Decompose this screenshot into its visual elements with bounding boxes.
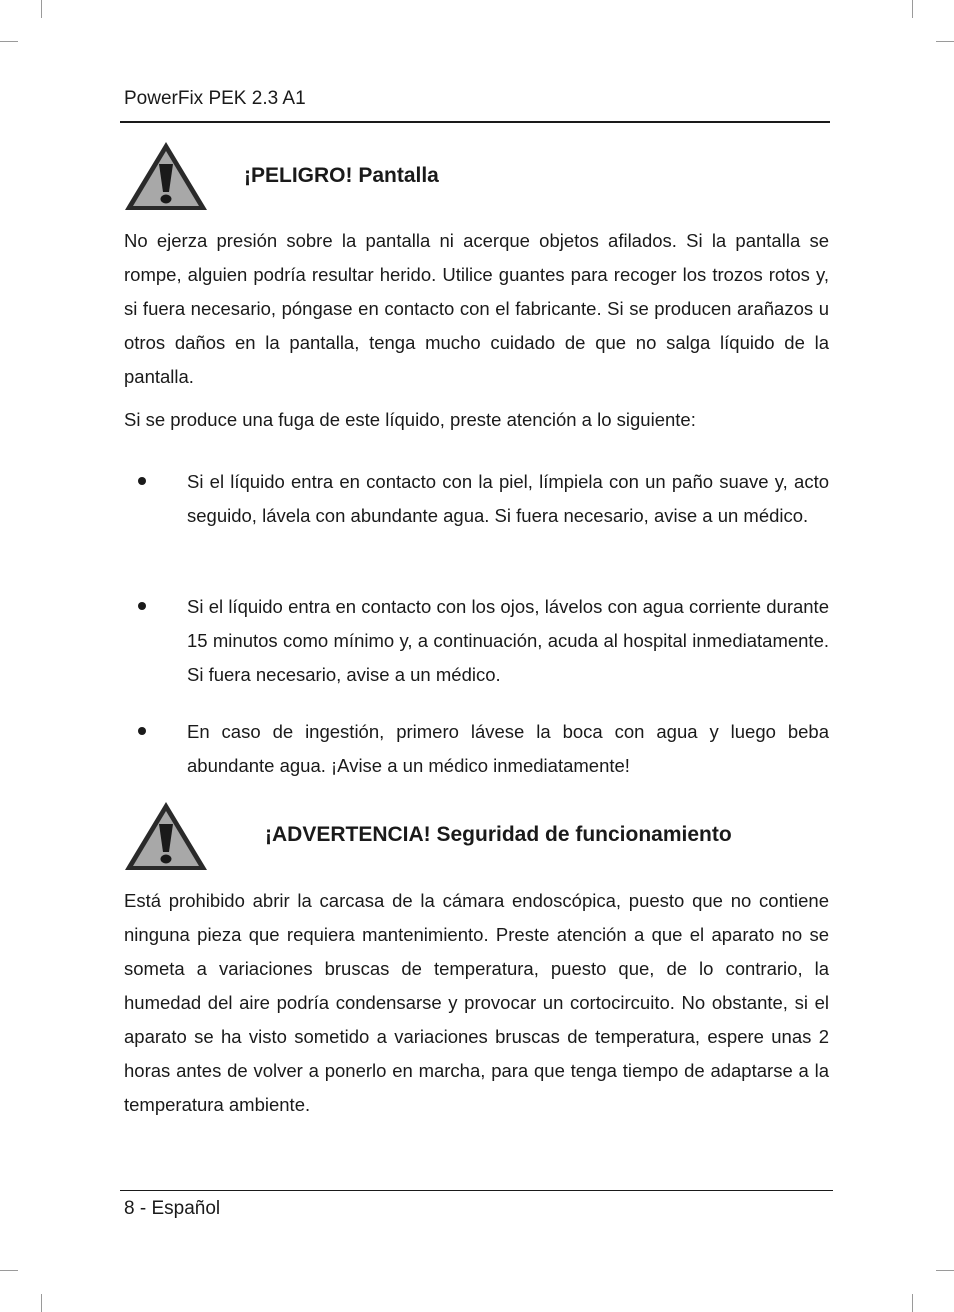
bullet-icon bbox=[138, 602, 146, 610]
crop-mark bbox=[912, 1294, 913, 1312]
danger-paragraph: No ejerza presión sobre la pantalla ni acerque objetos afilados. Si la pantalla se rompe, alguien podría resultar herido. Utilice guantes para recoger los trozos rotos y, si fuera necesario, póngase en contacto con el fabricante. Si se producen arañazos u otros daños en la pantalla, tenga mucho cuidado de que no salga líquido de la pantalla. bbox=[124, 230, 829, 387]
warning-triangle-icon bbox=[123, 140, 209, 212]
crop-mark bbox=[912, 0, 913, 18]
crop-mark bbox=[41, 1294, 42, 1312]
list-item: Si el líquido entra en contacto con los ojos, lávelos con agua corriente durante 15 minutos como mínimo y, a continuación, acuda al hospital inmediatamente. Si fuera necesario, avise a un médico. bbox=[187, 596, 829, 685]
list-item: En caso de ingestión, primero lávese la boca con agua y luego beba abundante agua. ¡Avise a un médico inmediatamente! bbox=[187, 721, 829, 776]
bullet-icon bbox=[138, 477, 146, 485]
section-heading-warning: ¡ADVERTENCIA! Seguridad de funcionamiento bbox=[265, 823, 732, 846]
list-item: Si el líquido entra en contacto con la piel, límpiela con un paño suave y, acto seguido, lávela con abundante agua. Si fuera necesario, avise a un médico. bbox=[187, 471, 829, 526]
bullet-icon bbox=[138, 727, 146, 735]
page-number: 8 - Español bbox=[124, 1198, 221, 1219]
crop-mark bbox=[936, 41, 954, 42]
footer-rule bbox=[120, 1190, 833, 1191]
warning-triangle-icon bbox=[123, 800, 209, 872]
crop-mark bbox=[936, 1270, 954, 1271]
danger-intro-line: Si se produce una fuga de este líquido, preste atención a lo siguiente: bbox=[124, 409, 696, 430]
warning-paragraph: Está prohibido abrir la carcasa de la cámara endoscópica, puesto que no contiene ninguna pieza que requiera mantenimiento. Preste atención a que el aparato no se someta a variaciones bruscas de temperatura, puesto que, de lo contrario, la humedad del aire podría condensarse y provocar un cortocircuito. No obstante, si el aparato se ha visto sometido a variaciones bruscas de temperatura, espere unas 2 horas antes de volver a ponerlo en marcha, para que tenga tiempo de adaptarse a la temperatura ambiente. bbox=[124, 890, 829, 1115]
section-heading-danger: ¡PELIGRO! Pantalla bbox=[244, 164, 439, 187]
crop-mark bbox=[41, 0, 42, 18]
crop-mark bbox=[0, 41, 18, 42]
header-rule bbox=[120, 121, 830, 123]
running-header: PowerFix PEK 2.3 A1 bbox=[124, 88, 306, 109]
crop-mark bbox=[0, 1270, 18, 1271]
